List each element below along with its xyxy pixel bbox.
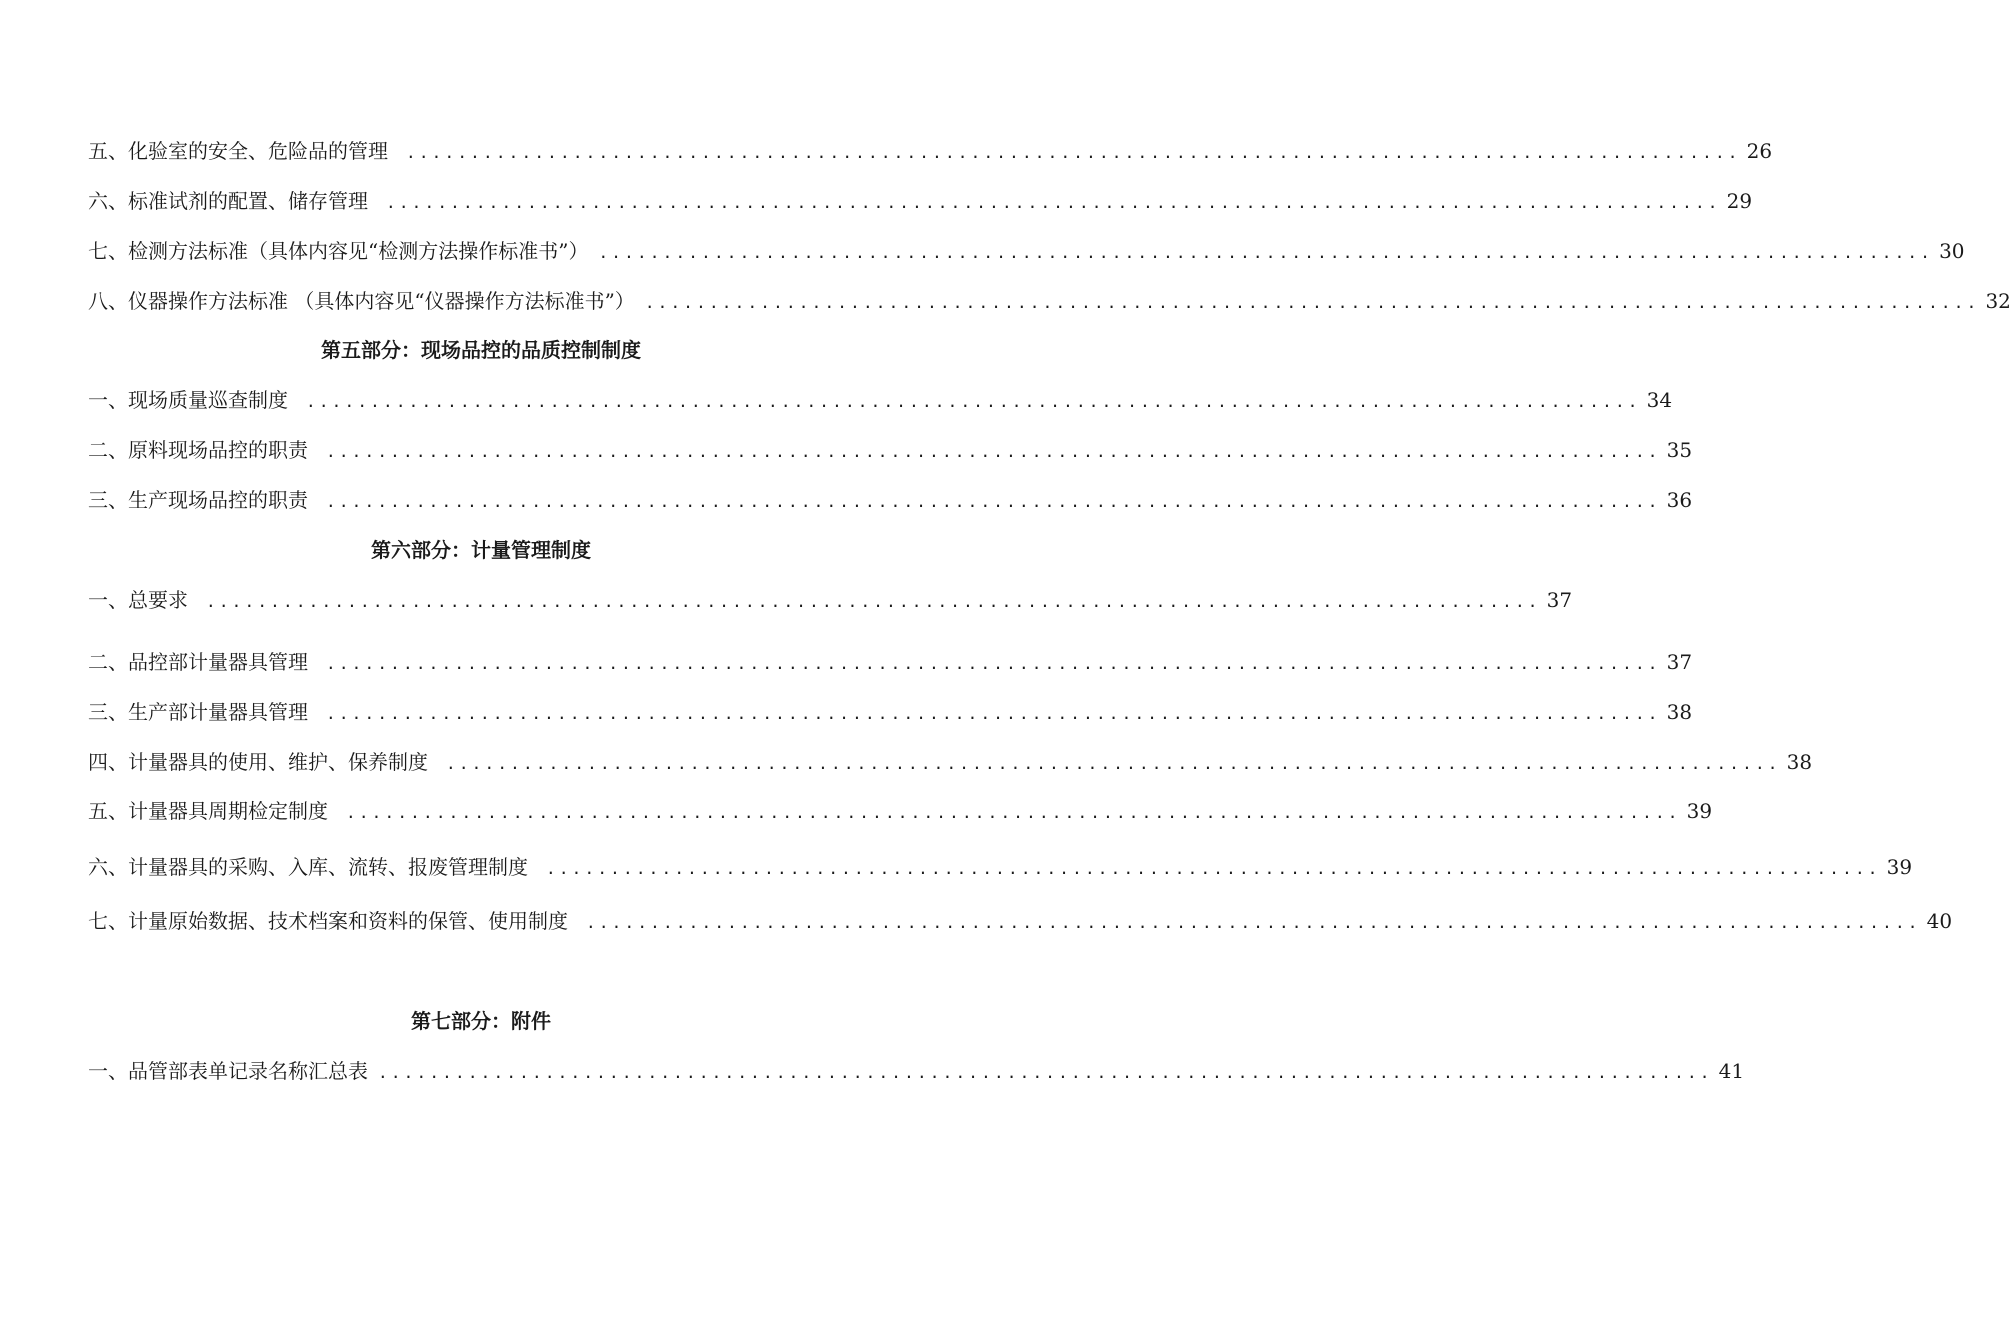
dot-leader: ........................................................................................................ [598, 243, 1934, 262]
toc-entry-title: 六、计量器具的采购、入库、流转、报废管理制度 [88, 855, 528, 879]
dot-leader: ........................................................................................................ [644, 293, 1980, 312]
toc-page-number: 29 [1726, 189, 1753, 213]
toc-entry[interactable] [88, 136, 1773, 166]
toc-page-number: 39 [1686, 799, 1713, 823]
toc-entry-title: 二、原料现场品控的职责 [88, 438, 308, 462]
toc-entry[interactable] [88, 1056, 1745, 1086]
toc-entry[interactable] [88, 852, 1913, 882]
dot-leader: ........................................................................................................ [378, 1063, 1713, 1082]
toc-page-number: 30 [1939, 239, 1965, 263]
dot-leader: ........................................................................................................ [206, 592, 1541, 611]
dot-leader: ........................................................................................................ [386, 193, 1721, 212]
toc-page-number: 35 [1666, 438, 1693, 462]
toc-page-number: 41 [1718, 1059, 1745, 1083]
toc-entry[interactable] [88, 385, 1673, 415]
dot-leader: ........................................................................................................ [346, 803, 1681, 822]
toc-entry[interactable] [88, 236, 1965, 266]
toc-entry[interactable] [88, 585, 1573, 615]
toc-entry-title: 六、标准试剂的配置、储存管理 [88, 189, 368, 213]
toc-entry-title: 七、检测方法标准（具体内容见“检测方法操作标准书”） [88, 239, 589, 263]
section-heading: 第七部分：附件 [411, 1009, 551, 1033]
toc-entry[interactable] [88, 647, 1693, 677]
toc-page-number: 38 [1666, 700, 1693, 724]
toc-entry[interactable] [88, 796, 1713, 826]
toc-page-number: 37 [1546, 588, 1573, 612]
toc-entry[interactable] [88, 186, 1753, 216]
toc-entry-title: 五、计量器具周期检定制度 [88, 799, 328, 823]
toc-entry-title: 四、计量器具的使用、维护、保养制度 [88, 750, 428, 774]
toc-page-number: 32 [1985, 289, 2011, 313]
toc-page-number: 37 [1666, 650, 1693, 674]
toc-entry-title: 一、现场质量巡查制度 [88, 388, 288, 412]
dot-leader: ........................................................................................................ [446, 754, 1781, 773]
toc-entry-title: 一、总要求 [88, 588, 188, 612]
toc-entry[interactable] [88, 286, 2011, 316]
toc-entry-title: 一、品管部表单记录名称汇总表 [88, 1059, 368, 1083]
dot-leader: ........................................................................................................ [326, 442, 1661, 461]
toc-entry-title: 二、品控部计量器具管理 [88, 650, 308, 674]
dot-leader: ........................................................................................................ [306, 392, 1641, 411]
toc-entry-title: 三、生产现场品控的职责 [88, 488, 308, 512]
toc-entry-title: 五、化验室的安全、危险品的管理 [88, 139, 388, 163]
toc-entry[interactable] [88, 906, 1953, 936]
dot-leader: ........................................................................................................ [406, 143, 1741, 162]
toc-entry[interactable] [88, 485, 1693, 515]
toc-page-number: 34 [1646, 388, 1673, 412]
section-heading: 第五部分：现场品控的品质控制制度 [321, 338, 641, 362]
dot-leader: ........................................................................................................ [586, 913, 1921, 932]
dot-leader: ........................................................................................................ [326, 492, 1661, 511]
toc-entry-title: 八、仪器操作方法标准 （具体内容见“仪器操作方法标准书”） [88, 289, 635, 313]
toc-page-number: 40 [1926, 909, 1953, 933]
toc-page-number: 26 [1746, 139, 1773, 163]
dot-leader: ........................................................................................................ [326, 654, 1661, 673]
toc-page-number: 39 [1886, 855, 1913, 879]
toc-entry[interactable] [88, 697, 1693, 727]
toc-entry[interactable] [88, 747, 1813, 777]
toc-page-number: 36 [1666, 488, 1693, 512]
section-heading: 第六部分：计量管理制度 [371, 538, 591, 562]
dot-leader: ........................................................................................................ [546, 859, 1881, 878]
dot-leader: ........................................................................................................ [326, 704, 1661, 723]
toc-entry-title: 七、计量原始数据、技术档案和资料的保管、使用制度 [88, 909, 568, 933]
toc-page-number: 38 [1786, 750, 1813, 774]
toc-entry[interactable] [88, 435, 1693, 465]
toc-entry-title: 三、生产部计量器具管理 [88, 700, 308, 724]
